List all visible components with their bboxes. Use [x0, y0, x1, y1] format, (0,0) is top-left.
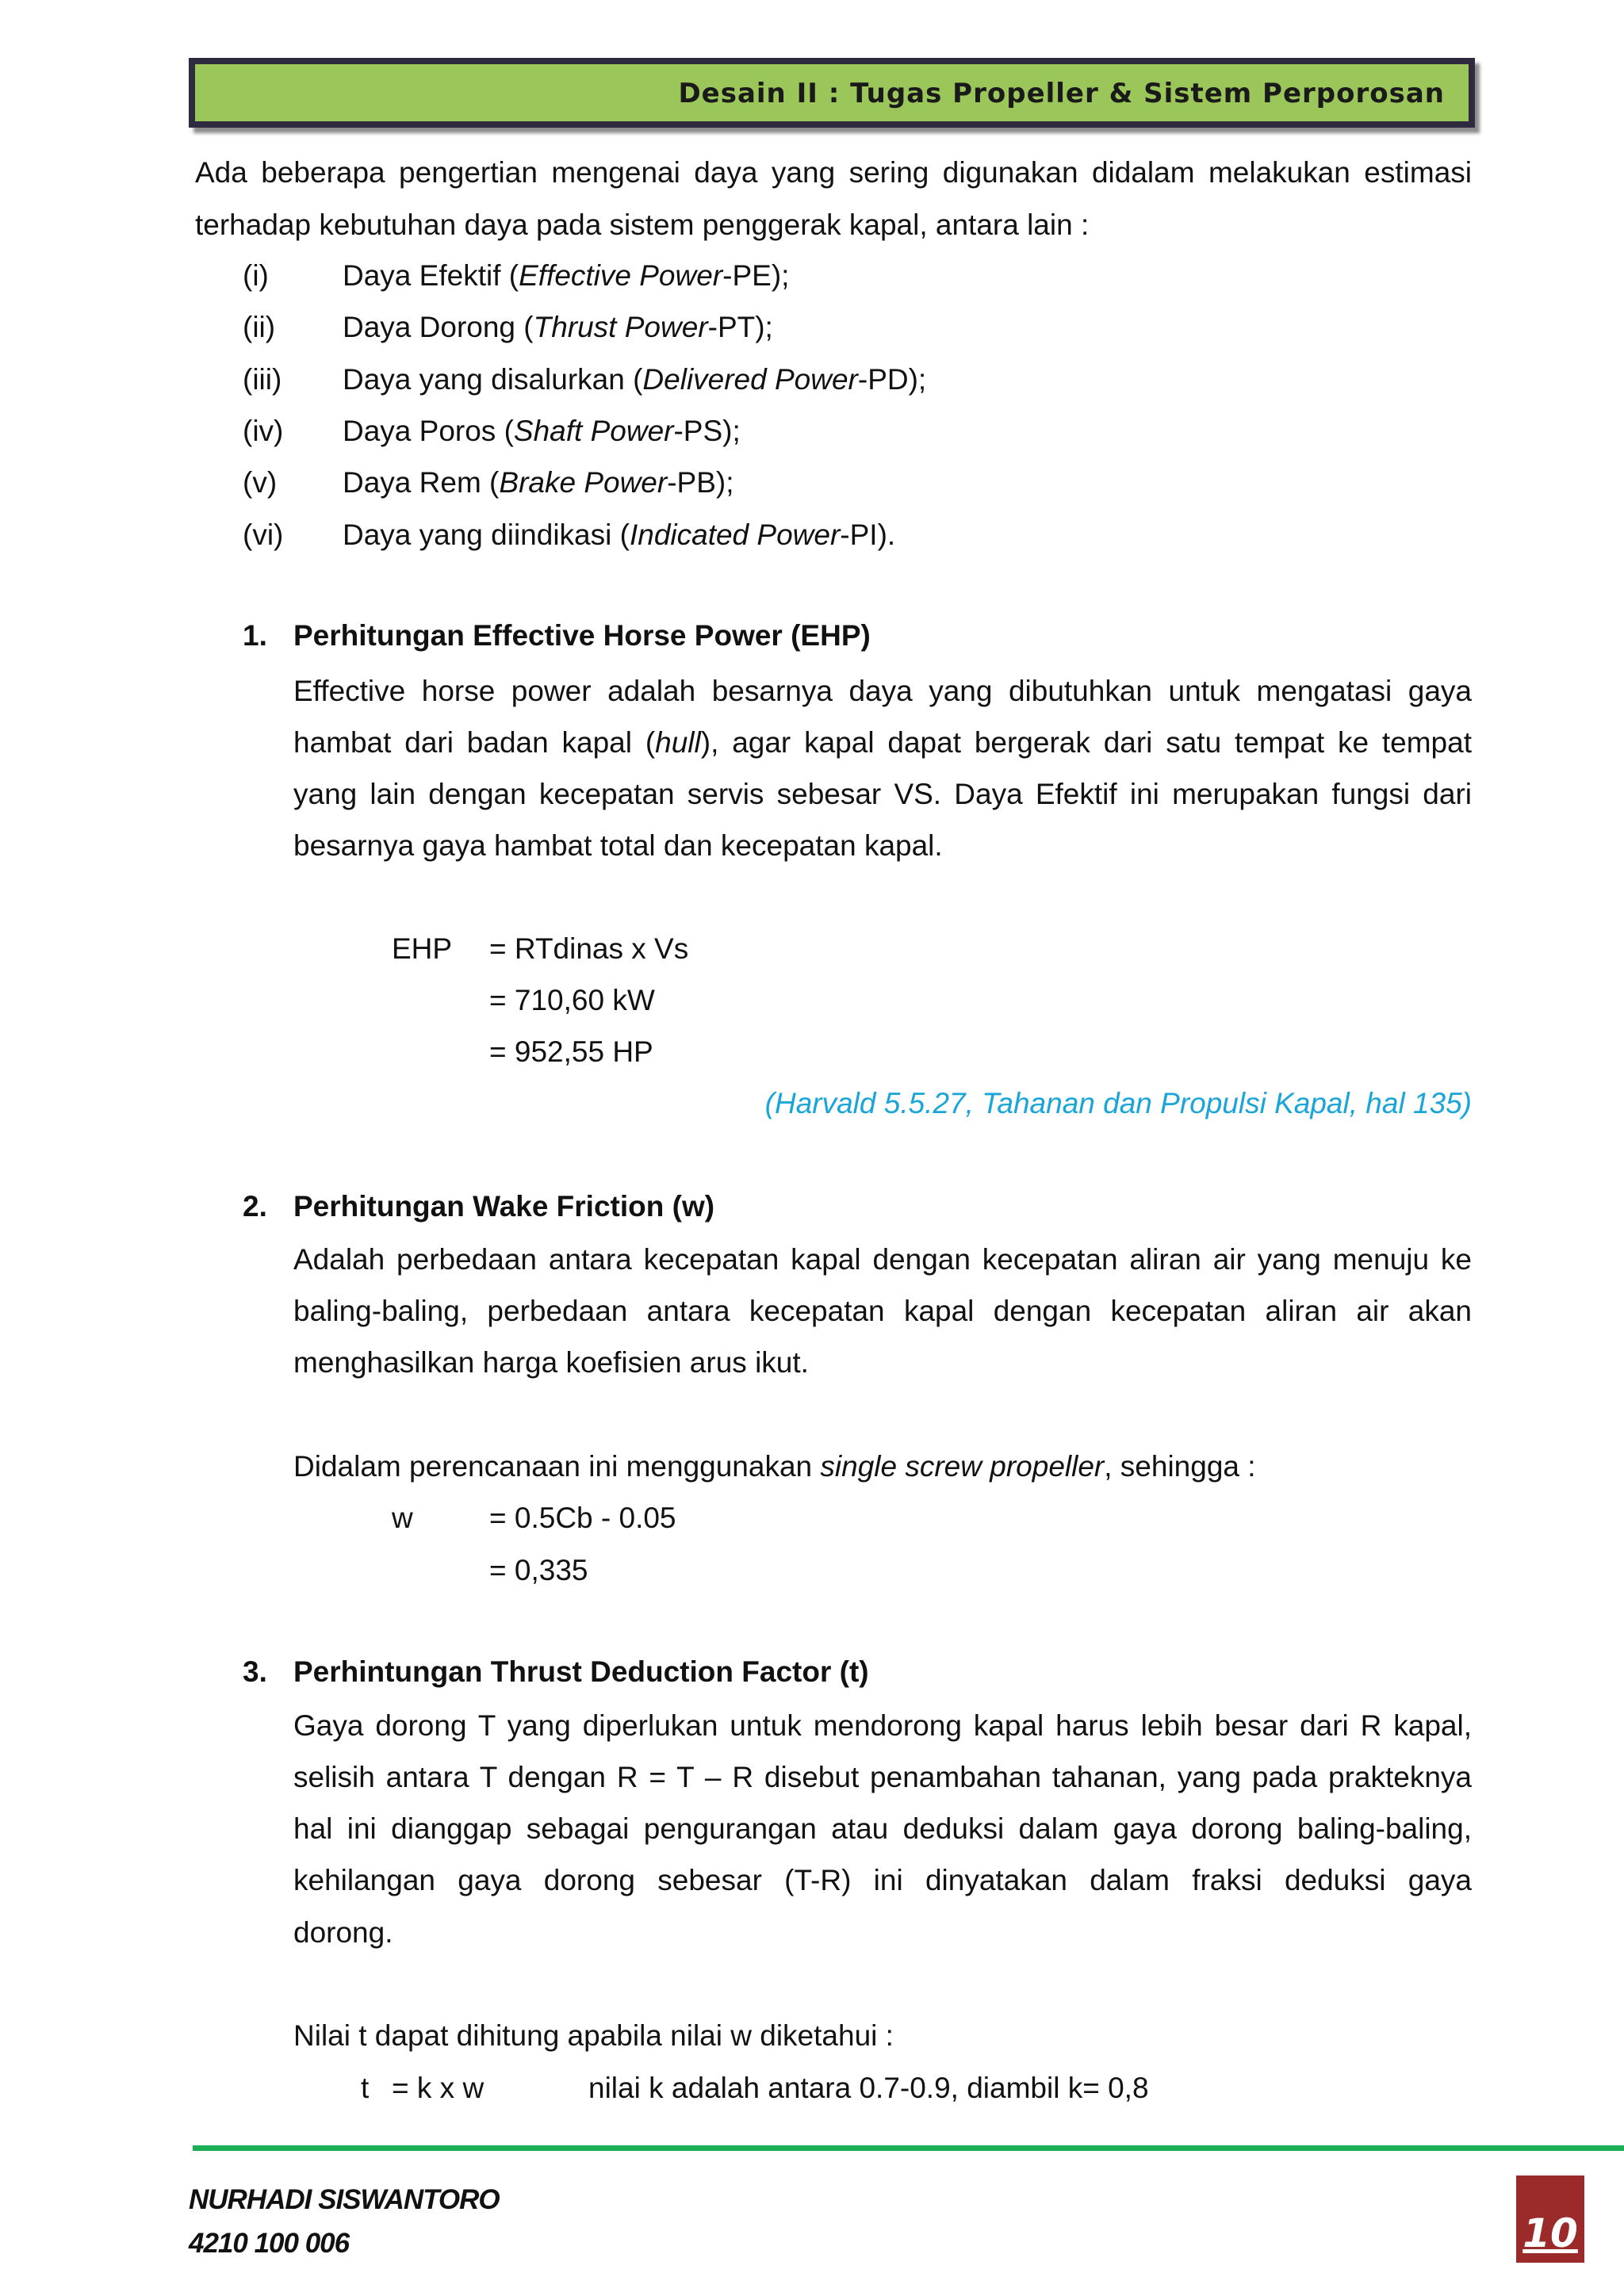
footer-rule: [193, 2145, 1624, 2151]
section-3-line-5: dorong.: [293, 1916, 393, 1949]
list-number: (iv): [243, 415, 284, 447]
section-2-line-2: baling-baling, perbedaan antara kecepatan kapal dengan kecepatan aliran air akan: [293, 1295, 1472, 1327]
section-1-line-2: hambat dari badan kapal (hull), agar kapal dapat bergerak dari satu tempat ke tempat: [293, 726, 1472, 759]
section-3-number: 3.: [243, 1655, 267, 1688]
author-id: 4210 100 006: [189, 2228, 350, 2259]
section-2-line-4: Didalam perencanaan ini menggunakan single screw propeller, sehingga :: [293, 1450, 1256, 1483]
header-title: Desain II : Tugas Propeller & Sistem Perporosan: [678, 78, 1445, 109]
intro-line-1: Ada beberapa pengertian mengenai daya yang sering digunakan didalam melakukan estimasi: [195, 156, 1472, 189]
page-number: 10: [1522, 2210, 1578, 2256]
wake-equation-1: = 0.5Cb - 0.05: [489, 1502, 676, 1534]
section-3-line-6: Nilai t dapat dihitung apabila nilai w diketahui :: [293, 2019, 894, 2052]
header-bar: [189, 58, 1475, 128]
section-3-line-4: kehilangan gaya dorong sebesar (T-R) ini dinyatakan dalam fraksi deduksi gaya: [293, 1864, 1472, 1896]
header-fill: [195, 64, 1469, 121]
section-1-line-3: yang lain dengan kecepatan servis sebesar VS. Daya Efektif ini merupakan fungsi dari: [293, 778, 1472, 810]
section-2-heading: Perhitungan Wake Friction (w): [293, 1190, 715, 1223]
list-number: (i): [243, 259, 269, 292]
list-number: (v): [243, 466, 278, 499]
list-number: (iii): [243, 363, 282, 396]
list-text: Daya Rem (Brake Power-PB);: [343, 466, 734, 499]
section-3-heading: Perhintungan Thrust Deduction Factor (t): [293, 1655, 869, 1688]
list-text: Daya Dorong (Thrust Power-PT);: [343, 311, 773, 343]
section-1-heading: Perhitungan Effective Horse Power (EHP): [293, 619, 871, 652]
list-text: Daya yang diindikasi (Indicated Power-PI).: [343, 519, 896, 551]
list-text: Daya Efektif (Effective Power-PE);: [343, 259, 790, 292]
page-number-box: [1516, 2175, 1584, 2263]
ehp-equation-2: = 710,60 kW: [489, 984, 655, 1016]
list-text: Daya yang disalurkan (Delivered Power-PD);: [343, 363, 927, 396]
section-3-line-2: selisih antara T dengan R = T – R disebut penambahan tahanan, yang pada prakteknya: [293, 1761, 1472, 1793]
section-3-line-1: Gaya dorong T yang diperlukan untuk mendorong kapal harus lebih besar dari R kapal,: [293, 1709, 1472, 1742]
list-number: (ii): [243, 311, 276, 343]
ehp-citation: (Harvald 5.5.27, Tahanan dan Propulsi Kapal, hal 135): [764, 1087, 1472, 1119]
section-2-line-1: Adalah perbedaan antara kecepatan kapal dengan kecepatan aliran air yang menuju ke: [293, 1243, 1472, 1276]
list-number: (vi): [243, 519, 284, 551]
section-1-line-1: Effective horse power adalah besarnya daya yang dibutuhkan untuk mengatasi gaya: [293, 675, 1472, 707]
author-name: NURHADI SISWANTORO: [189, 2184, 500, 2215]
ehp-equation-1: = RTdinas x Vs: [489, 932, 689, 965]
section-1-line-4: besarnya gaya hambat total dan kecepatan kapal.: [293, 829, 943, 862]
thrust-equation: = k x w: [392, 2072, 485, 2104]
ehp-equation-3: = 952,55 HP: [489, 1035, 653, 1068]
section-1-number: 1.: [243, 619, 267, 652]
section-2-number: 2.: [243, 1190, 267, 1223]
thrust-note: nilai k adalah antara 0.7-0.9, diambil k= 0,8: [588, 2072, 1149, 2104]
section-2-line-3: menghasilkan harga koefisien arus ikut.: [293, 1346, 809, 1379]
wake-label: w: [392, 1502, 413, 1534]
intro-line-2: terhadap kebutuhan daya pada sistem penggerak kapal, antara lain :: [195, 209, 1090, 241]
list-text: Daya Poros (Shaft Power-PS);: [343, 415, 741, 447]
ehp-label: EHP: [392, 932, 453, 965]
thrust-label: t: [361, 2072, 370, 2104]
wake-equation-2: = 0,335: [489, 1554, 588, 1586]
section-3-line-3: hal ini dianggap sebagai pengurangan atau deduksi dalam gaya dorong baling-baling,: [293, 1812, 1472, 1845]
